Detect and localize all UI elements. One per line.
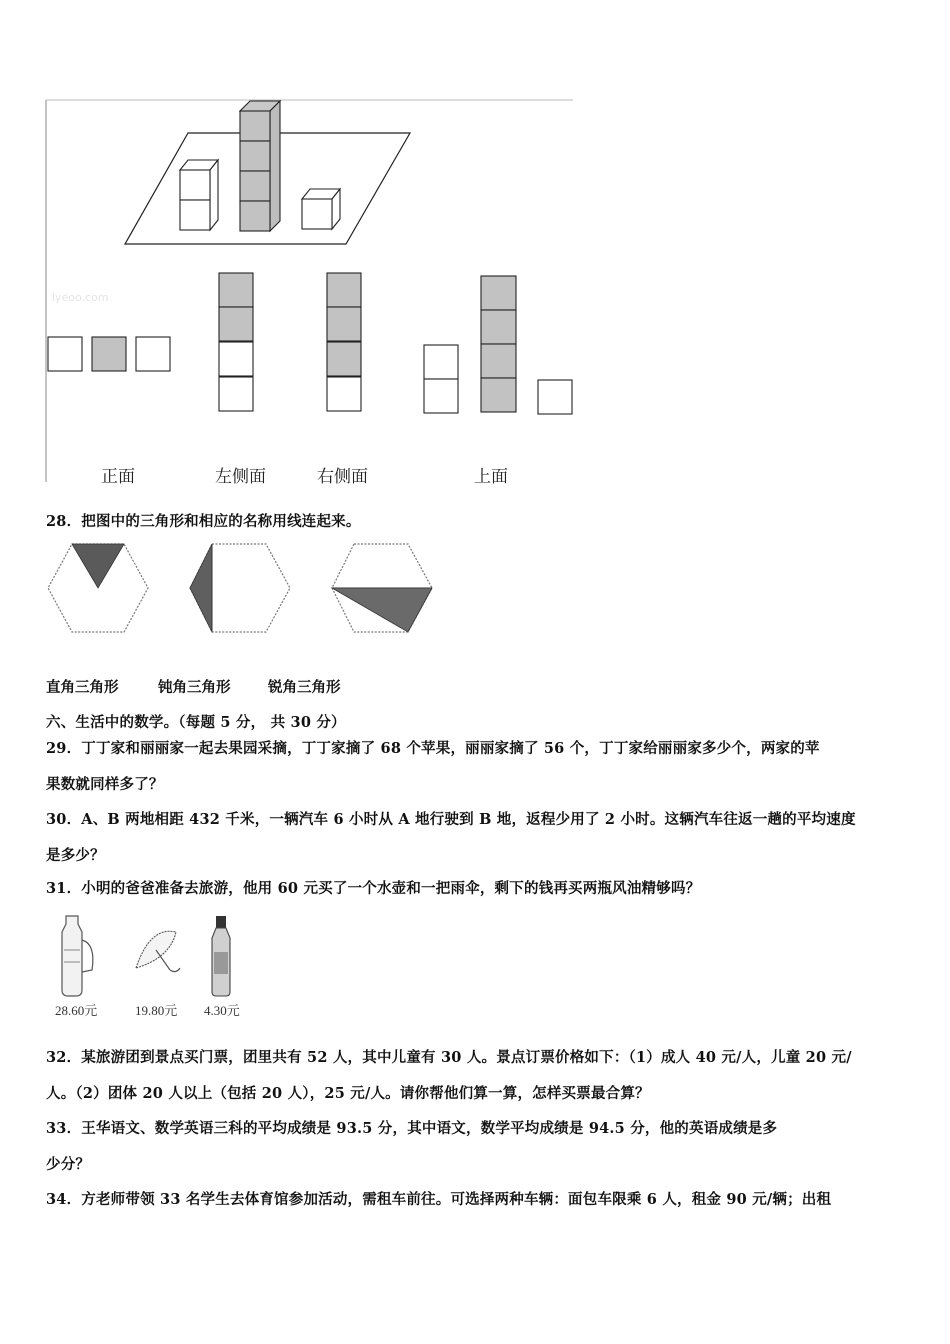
cube-stack-middle — [240, 101, 280, 231]
section-6-heading: 六、生活中的数学。（每题 5 分， 共 30 分） — [46, 714, 346, 731]
hexagon-2 — [190, 544, 290, 632]
view-label-right: 右侧面 — [317, 467, 368, 487]
oil-bottle-image — [202, 912, 242, 1002]
top-view — [424, 276, 572, 414]
right-side-view — [327, 273, 361, 411]
kettle-image — [48, 910, 108, 1000]
question-34-line1: 34．方老师带领 33 名学生去体育馆参加活动，需租车前往。可选择两种车辆：面包车限乘 6 人，租金 90 元/辆；出租 — [46, 1191, 832, 1208]
price-kettle: 28.60元 — [55, 1003, 98, 1018]
cube-figure — [0, 0, 950, 500]
question-32-line1: 32．某旅游团到景点买门票，团里共有 52 人，其中儿童有 30 人。景点订票价格如下：（1）成人 40 元/人，儿童 20 元/ — [46, 1049, 852, 1066]
triangle-name-right: 直角三角形 — [46, 679, 119, 696]
question-29-line1: 29．丁丁家和丽丽家一起去果园采摘，丁丁家摘了 68 个苹果，丽丽家摘了 56 个，丁丁家给丽丽家多少个，两家的苹 — [46, 740, 820, 757]
hexagon-3 — [332, 544, 432, 632]
triangle-name-acute: 锐角三角形 — [268, 679, 341, 696]
triangle-name-obtuse: 钝角三角形 — [158, 679, 231, 696]
watermark: lyeoo.com — [52, 291, 109, 304]
question-28: 28．把图中的三角形和相应的名称用线连起来。 — [46, 513, 361, 530]
price-umbrella: 19.80元 — [135, 1003, 178, 1018]
cube-stack-left — [180, 160, 218, 230]
question-32-line2: 人。（2）团体 20 人以上（包括 20 人），25 元/人。请你帮他们算一算，怎样买票最合算？ — [46, 1085, 650, 1102]
price-oil: 4.30元 — [204, 1003, 240, 1018]
question-30-line1: 30．A、B 两地相距 432 千米，一辆汽车 6 小时从 A 地行驶到 B 地，返程少用了 2 小时。这辆汽车往返一趟的平均速度 — [46, 811, 856, 828]
question-29-line2: 果数就同样多了？ — [46, 776, 164, 793]
question-30-line2: 是多少？ — [46, 847, 105, 864]
question-31: 31．小明的爸爸准备去旅游，他用 60 元买了一个水壶和一把雨伞，剩下的钱再买两瓶风油精够吗？ — [46, 880, 701, 897]
question-33-line1: 33．王华语文、数学英语三科的平均成绩是 93.5 分，其中语文，数学平均成绩是 94.5 分，他的英语成绩是多 — [46, 1120, 778, 1137]
view-label-front: 正面 — [101, 467, 135, 487]
front-view — [48, 337, 170, 371]
umbrella-image — [130, 918, 190, 998]
cube-stack-right — [302, 189, 340, 229]
hexagon-1 — [48, 544, 148, 632]
view-label-left: 左侧面 — [215, 467, 266, 487]
left-side-view — [219, 273, 253, 411]
question-33-line2: 少分？ — [46, 1156, 91, 1173]
view-label-top: 上面 — [474, 467, 508, 487]
hexagon-figures — [0, 540, 950, 660]
